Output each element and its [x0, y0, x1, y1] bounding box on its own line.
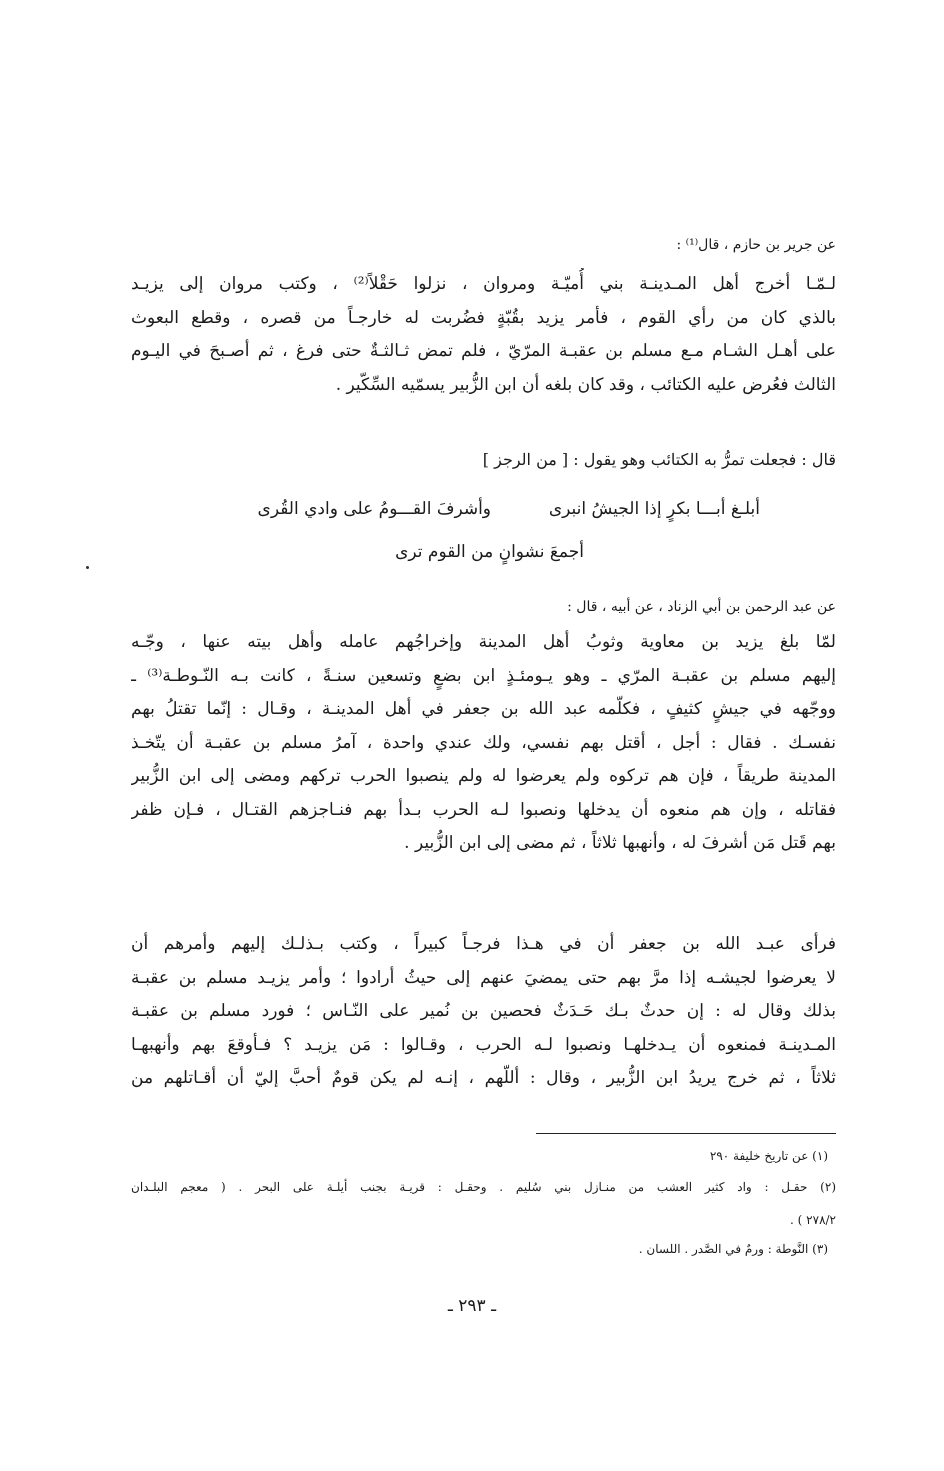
text-line: بهم قَتل مَن أشرفَ له ، وأنهبها ثلاثاً ، ثم مضى إلى ابن الزُّبير .: [404, 833, 836, 853]
narration-heading-1: عن جرير بن حازم ، قال⁽¹⁾ :: [676, 237, 836, 253]
text-line: لمّا بلغ يزيد بن معاوية وثوبُ أهل المدينة وإخراجُهم عامله وأهل بيته عنها ، وجّـه: [131, 632, 836, 652]
text-line: فقاتله ، وإن هم منعوه أن يدخلها ونصبوا لـه الحرب بـدأ بهم فنـاجزهم القتـال ، فـإن ظفر: [131, 799, 836, 820]
paragraph-1: [131, 268, 836, 402]
text-line: إليهم مسلم بن عقبـة المرّي ـ وهو يـومئـذٍ ابن بضعٍ وتسعين سنـةً ، كانت بـه النّـوطـة⁽³⁾ ـ: [131, 665, 836, 686]
footnote-2: (٢) حقـل : واد كثير العشب من منـازل بني سُليم . وحقـل : قريـة بجنب أيلـة على البحر . ( معجم البلـدان: [131, 1180, 836, 1194]
text-line: نفسـك . فقال : أجل ، أقتل بهم نفسي، ولك عندي واحدة ، آمرُ مسلم بن عقبـة أن يتّخـذ: [131, 732, 836, 753]
footnote-separator: [536, 1133, 836, 1134]
text-line: لا يعرضوا لجيشـه إذا مرَّ بهم حتى يمضيَ عنهم إلى حيثُ أرادوا ؛ وأمر يزيـد مسلم بن عقبـة: [131, 967, 836, 988]
text-line: المـدينـة فمنعوه أن يـدخلهـا ونصبوا لـه الحرب ، وقـالوا : مَن يزيـد ؟ فـأوقعَ بهم وأنهبهـا: [131, 1034, 836, 1055]
verse-line-2: أجمعَ نشوانٍ من القوم ترى: [395, 542, 584, 562]
stray-mark: [86, 566, 89, 569]
verse-intro: قال : فجعلت تمرُّ به الكتائب وهو يقول : [ من الرجز ]: [482, 450, 836, 469]
footnote-2-continued: ٢٧٨/٢ ) .: [790, 1213, 836, 1227]
paragraph-3: [131, 928, 836, 1096]
text-line: بذلك وقال له : إن حدثٌ بـك حَـدَثٌ فحصين بن نُمير على النّـاس ؛ فورد مسلم بن عقبـة: [131, 1001, 836, 1021]
footnote-1: (١) عن تاريخ خليفة ٢٩٠: [709, 1149, 828, 1163]
paragraph-2: [131, 626, 836, 861]
text-line: الثالث فعُرض عليه الكتائب ، وقد كان بلغه أن ابن الزُّبير يسمّيه السِّكّير .: [335, 374, 836, 395]
text-line: فرأى عبـد الله بن جعفر أن في هـذا فرجـاً كبيراً ، وكتب بـذلـك إليهم وأمرهم أن: [131, 934, 836, 954]
verse-hemistich-right: أبلـغ أبـــا بكرٍ إذا الجيشُ انبرى: [548, 499, 760, 519]
text-line: على أهـل الشـام مـع مسلم بن عقبـة المرّيّ ، فلم تمض ثـالثـةٌ حتى فرغ ، ثم أصـبحَ في اليـوم: [131, 341, 836, 361]
text-line: ووجّهه في جيشٍ كثيفٍ ، فكلّمه عبد الله بن جعفر في أهل المدينـة ، وقـال : إنّما تقتلُ بهم: [131, 699, 836, 719]
verse-hemistich-left: وأشرفَ القـــومُ على وادي القُرى: [257, 499, 491, 519]
narration-heading-2: عن عبد الرحمن بن أبي الزناد ، عن أبيه ، قال :: [567, 599, 836, 615]
page-number: ـ ٢٩٣ ـ: [447, 1296, 497, 1316]
text-line: لـمّـا أخرج أهل المـدينـة بني أُميّـة ومروان ، نزلوا حَقْلاً⁽²⁾ ، وكتب مروان إلى يزيـد: [131, 274, 836, 294]
text-line: ثلاثاً ، ثم خرج يريدُ ابن الزُّبير ، وقال : أللّهم ، إنـه لم يكن قومٌ أحبَّ إليّ أن أقـاتلهم من: [131, 1068, 836, 1088]
text-line: المدينة طريقاً ، فإن هم تركوه ولم يعرضوا له ولم ينصبوا الحرب تركهم ومضى إلى ابن الزُّبير: [131, 766, 836, 786]
text-line: بالذي كان من رأي القوم ، فأمر يزيد بقُبّةٍ فضُربت له خارجـاً من قصره ، وقطع البعوث: [131, 307, 836, 328]
footnote-3: (٣) النَّوطة : ورمٌ في الصَّدر . اللسان .: [638, 1242, 828, 1256]
